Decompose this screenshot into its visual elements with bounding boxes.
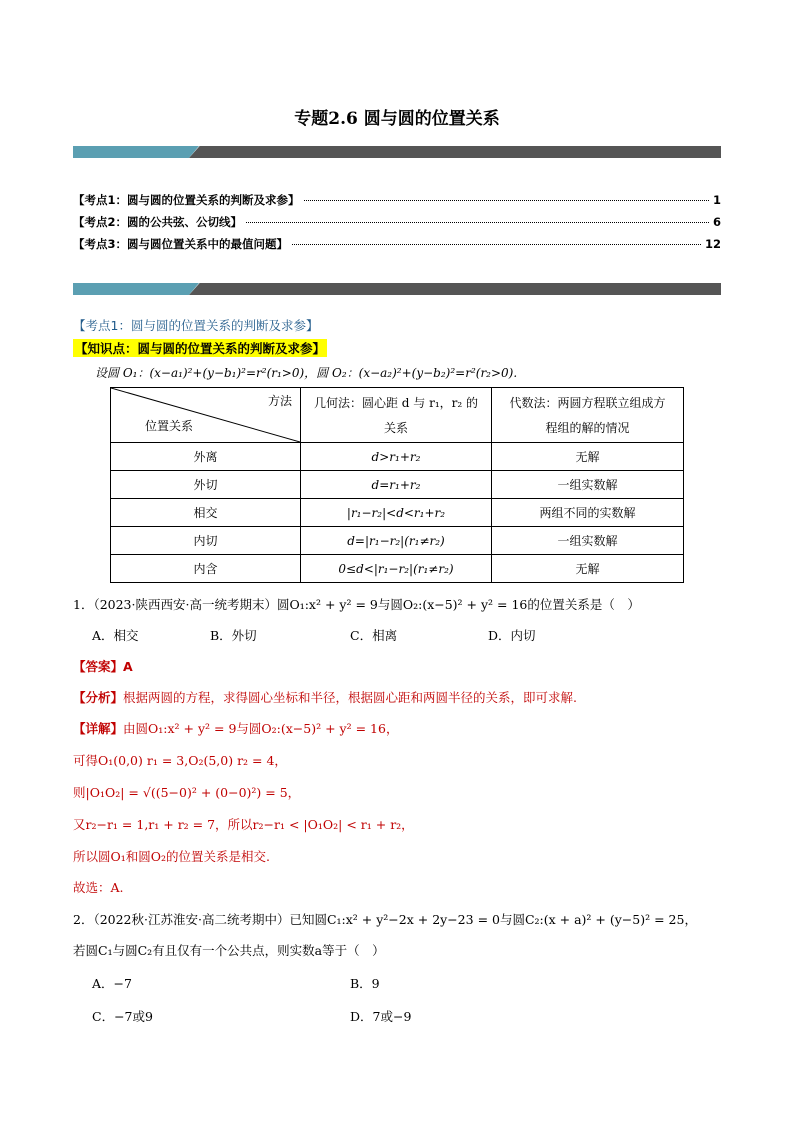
toc-item-3[interactable]	[73, 236, 721, 252]
setup-text: 设圆 O₁：(x−a₁)²+(y−b₁)²=r²(r₁>0)，圆 O₂：(x−a₂)²+(y−b₂)²=r²(r₂>0).	[95, 366, 518, 380]
q1-detail-line-6: 故选：A.	[73, 880, 124, 895]
header-alg-line2: 程组的解的情况	[545, 421, 630, 435]
cell-geo: |r₁−r₂|<d<r₁+r₂	[301, 499, 492, 527]
q1-option-c[interactable]: C．相离	[350, 628, 398, 643]
q2-option-c[interactable]: C．−7或9	[92, 1009, 153, 1024]
cell-alg: 一组实数解	[492, 471, 684, 499]
toc-item-2[interactable]	[73, 214, 721, 230]
header-alg	[492, 388, 684, 443]
header-geo-line1: 几何法：圆心距 d 与 r₁，r₂ 的	[313, 396, 479, 410]
cell-rel: 外离	[111, 443, 301, 471]
q2-option-d[interactable]: D．7或−9	[350, 1009, 412, 1024]
cell-rel: 内切	[111, 527, 301, 555]
cell-rel: 外切	[111, 471, 301, 499]
table-row	[111, 443, 684, 471]
toc-label: 【考点3：圆与圆位置关系中的最值问题】	[73, 237, 288, 251]
toc-label: 【考点1：圆与圆的位置关系的判断及求参】	[73, 193, 300, 207]
kaodian-heading: 【考点1：圆与圆的位置关系的判断及求参】	[73, 318, 319, 333]
detail-label: 【详解】	[73, 721, 124, 736]
diag-header-cell	[111, 388, 301, 443]
q1-option-a[interactable]: A．相交	[92, 628, 139, 643]
diag-bottom-label: 位置关系	[145, 419, 194, 433]
cell-geo: d>r₁+r₂	[301, 443, 492, 471]
q1-answer	[73, 657, 133, 675]
relation-table	[110, 387, 684, 583]
cell-geo: d=r₁+r₂	[301, 471, 492, 499]
q2-stem-line-1: 2．（2022秋·江苏淮安·高二统考期中）已知圆C₁:x² + y²−2x + 2y−23 = 0与圆C₂:(x + a)² + (y−5)² = 25，	[73, 912, 697, 927]
page-title: 专题2.6 圆与圆的位置关系	[294, 109, 500, 129]
q1-option-d[interactable]: D．内切	[488, 628, 536, 643]
cell-geo: d=|r₁−r₂|(r₁≠r₂)	[301, 527, 492, 555]
q1-detail-line-4: 又r₂−r₁ = 1,r₁ + r₂ = 7，所以r₂−r₁ < |O₁O₂| < r₁ + r₂，	[73, 817, 414, 832]
toc-page: 12	[704, 237, 721, 251]
toc-item-1[interactable]	[73, 192, 721, 208]
zhishi-heading: 【知识点：圆与圆的位置关系的判断及求参】	[75, 341, 326, 356]
q1-detail-line-2: 可得O₁(0,0) r₁ = 3,O₂(5,0) r₂ = 4，	[73, 753, 287, 768]
toc-page: 1	[712, 193, 721, 207]
cell-alg: 两组不同的实数解	[492, 499, 684, 527]
header-divider-bar	[73, 146, 721, 158]
answer-label: 【答案】	[73, 659, 124, 674]
header-geo-line2: 关系	[383, 421, 408, 435]
cell-rel: 内含	[111, 555, 301, 583]
q2-stem-line-2: 若圆C₁与圆C₂有且仅有一个公共点，则实数a等于（ ）	[73, 943, 385, 958]
answer-value: A	[123, 659, 133, 674]
q1-option-b[interactable]: B．外切	[210, 628, 257, 643]
q1-analysis	[73, 688, 577, 706]
cell-alg: 无解	[492, 555, 684, 583]
table-row	[111, 555, 684, 583]
toc-label: 【考点2：圆的公共弦、公切线】	[73, 215, 242, 229]
cell-geo: 0≤d<|r₁−r₂|(r₁≠r₂)	[301, 555, 492, 583]
cell-alg: 无解	[492, 443, 684, 471]
analysis-label: 【分析】	[73, 690, 124, 705]
q1-detail-line-3: 则|O₁O₂| = √((5−0)² + (0−0)²) = 5，	[73, 785, 301, 800]
q1-detail-line-5: 所以圆O₁和圆O₂的位置关系是相交.	[73, 849, 270, 864]
toc-page: 6	[712, 215, 721, 229]
q1-detail-line-1	[73, 719, 398, 737]
cell-rel: 相交	[111, 499, 301, 527]
cell-alg: 一组实数解	[492, 527, 684, 555]
analysis-text: 根据两圆的方程，求得圆心坐标和半径，根据圆心距和两圆半径的关系，即可求解.	[123, 690, 577, 705]
table-row	[111, 499, 684, 527]
table-row	[111, 527, 684, 555]
header-alg-line1: 代数法：两圆方程联立组成方	[509, 396, 666, 410]
diag-top-label: 方法	[267, 394, 292, 408]
q2-option-a[interactable]: A．−7	[92, 976, 132, 991]
section-divider-bar	[73, 283, 721, 295]
table-row	[111, 471, 684, 499]
detail-text: 由圆O₁:x² + y² = 9与圆O₂:(x−5)² + y² = 16，	[123, 721, 399, 736]
q1-stem: 1．（2023·陕西西安·高一统考期末）圆O₁:x² + y² = 9与圆O₂:(x−5)² + y² = 16的位置关系是（ ）	[73, 597, 640, 612]
q2-option-b[interactable]: B．9	[350, 976, 380, 991]
header-geo	[301, 388, 492, 443]
